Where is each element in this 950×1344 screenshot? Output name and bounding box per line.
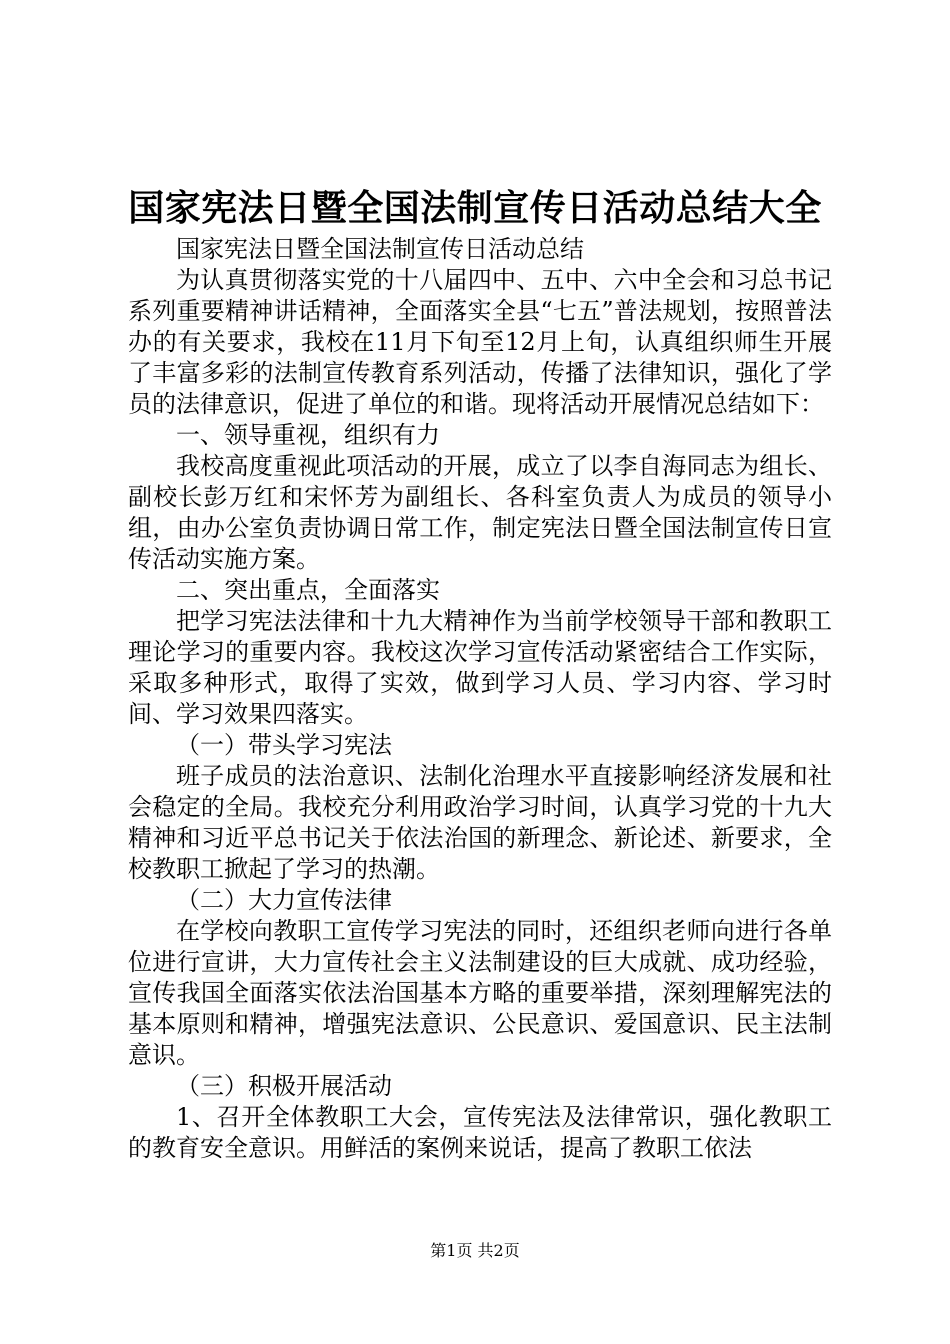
subsection-3-paragraph: 1、召开全体教职工大会，宣传宪法及法律常识，强化教职工的教育安全意识。用鲜活的案例来说话，提高了教职工依法 xyxy=(128,1103,832,1162)
section-1-paragraph: 我校高度重视此项活动的开展，成立了以李自海同志为组长、副校长彭万红和宋怀芳为副组长、各科室负责人为成员的领导小组，由办公室负责协调日常工作，制定宪法日暨全国法制宣传日宣传活动实施方案。 xyxy=(128,452,832,573)
subsection-heading-2: （二）大力宣传法律 xyxy=(176,886,392,914)
section-heading-1: 一、领导重视，组织有力 xyxy=(176,421,440,449)
document-body xyxy=(128,234,832,1164)
subsection-2-paragraph: 在学校向教职工宣传学习宪法的同时，还组织老师向进行各单位进行宣讲，大力宣传社会主义法制建设的巨大成就、成功经验，宣传我国全面落实依法治国基本方略的重要举措，深刻理解宪法的基本原则和精神，增强宪法意识、公民意识、爱国意识、民主法制意识。 xyxy=(128,917,832,1069)
subtitle-line: 国家宪法日暨全国法制宣传日活动总结 xyxy=(176,235,584,263)
section-heading-2: 二、突出重点，全面落实 xyxy=(176,576,440,604)
page-number-footer: 第1页 共2页 xyxy=(430,1241,520,1260)
section-2-paragraph: 把学习宪法法律和十九大精神作为当前学校领导干部和教职工理论学习的重要内容。我校这次学习宣传活动紧密结合工作实际，采取多种形式，取得了实效，做到学习人员、学习内容、学习时间、学习效果四落实。 xyxy=(128,607,832,728)
subsection-1-paragraph: 班子成员的法治意识、法制化治理水平直接影响经济发展和社会稳定的全局。我校充分利用政治学习时间，认真学习党的十九大精神和习近平总书记关于依法治国的新理念、新论述、新要求，全校教职工掀起了学习的热潮。 xyxy=(128,762,832,883)
document-title: 国家宪法日暨全国法制宣传日活动总结大全 xyxy=(128,187,822,229)
subsection-heading-1: （一）带头学习宪法 xyxy=(176,731,392,759)
subsection-heading-3: （三）积极开展活动 xyxy=(176,1072,392,1100)
intro-paragraph: 为认真贯彻落实党的十八届四中、五中、六中全会和习总书记系列重要精神讲话精神，全面落实全县“七五”普法规划，按照普法办的有关要求，我校在11月下旬至12月上旬，认真组织师生开展了丰富多彩的法制宣传教育系列活动，传播了法律知识，强化了学员的法律意识，促进了单位的和谐。现将活动开展情况总结如下： xyxy=(128,266,832,418)
